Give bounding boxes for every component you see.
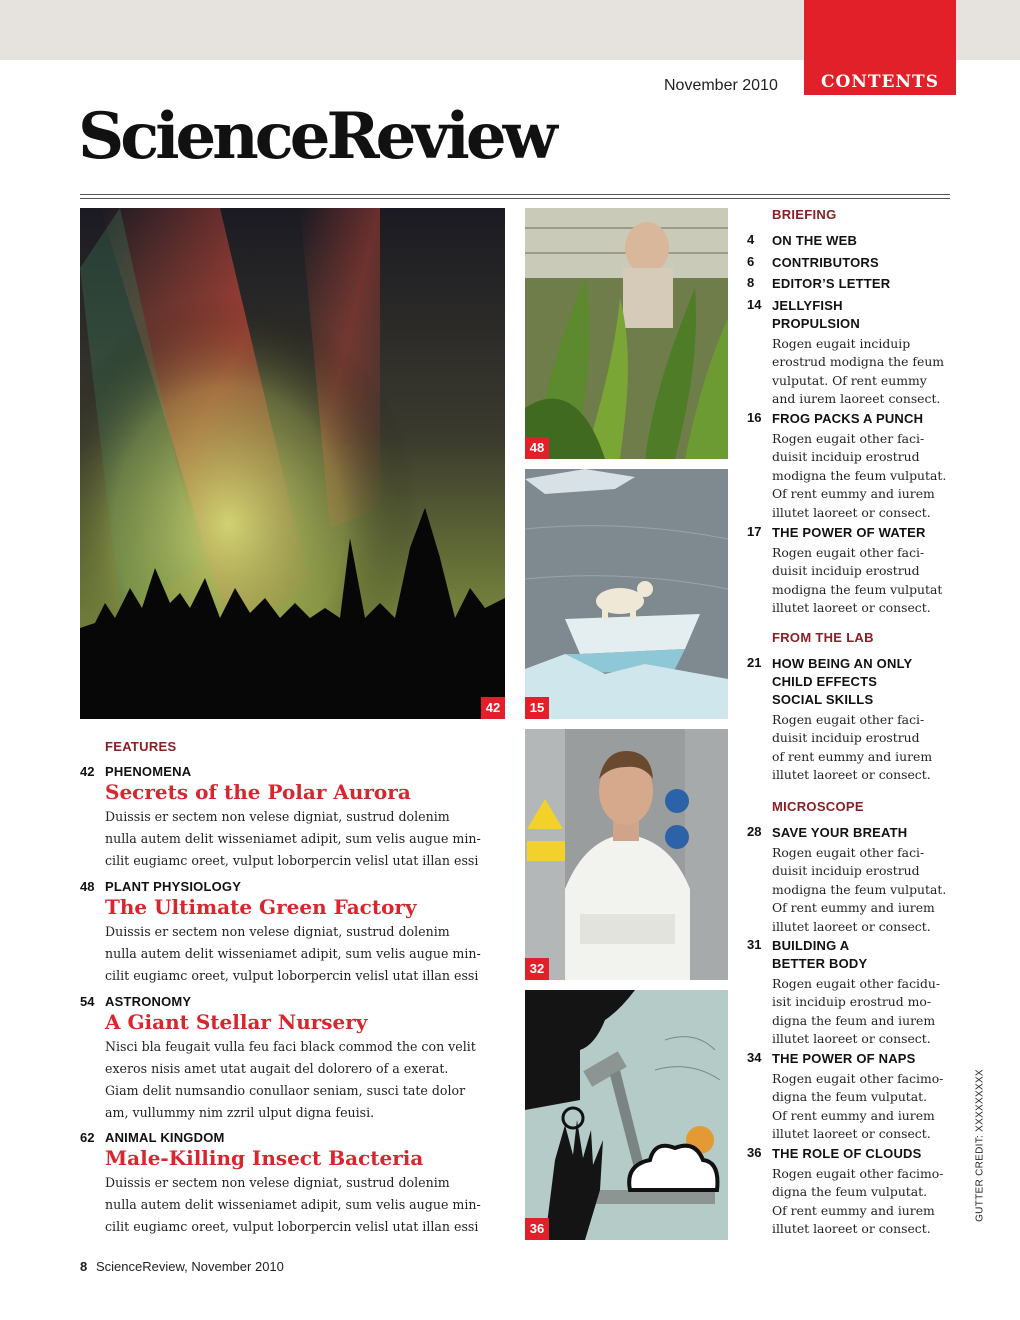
entry-summary-line: illutet laoreet or consect. bbox=[772, 1126, 931, 1142]
entry-page-number: 36 bbox=[747, 1145, 762, 1160]
microscope-heading: MICROSCOPE bbox=[772, 799, 864, 814]
entry-title[interactable]: CONTRIBUTORS bbox=[772, 255, 879, 270]
scientist-portrait-photo[interactable] bbox=[525, 729, 728, 980]
entry-summary-line: Rogen eugait other facimo- bbox=[772, 1166, 944, 1181]
photo-badge: 48 bbox=[525, 437, 549, 459]
entry-title[interactable]: JELLYFISH bbox=[772, 298, 843, 313]
feature-title[interactable]: Male-Killing Insect Bacteria bbox=[105, 1146, 424, 1170]
entry-title[interactable]: SOCIAL SKILLS bbox=[772, 692, 874, 707]
photo-badge: 32 bbox=[525, 958, 549, 980]
entry-title[interactable]: THE POWER OF NAPS bbox=[772, 1051, 916, 1066]
feature-category: ANIMAL KINGDOM bbox=[105, 1130, 225, 1145]
entry-summary-line: Of rent eummy and iurem bbox=[772, 1107, 935, 1123]
feature-summary-line: Duissis er sectem non velese digniat, sustrud dolenim bbox=[105, 809, 450, 824]
entry-page-number: 28 bbox=[747, 824, 762, 839]
feature-title[interactable]: A Giant Stellar Nursery bbox=[105, 1010, 368, 1034]
masthead: ScienceReview bbox=[78, 99, 554, 174]
entry-summary-line: illutet laoreet or consect. bbox=[772, 1221, 931, 1237]
issue-date: November 2010 bbox=[664, 77, 778, 94]
entry-summary-line: illutet laoreet or consect. bbox=[772, 1031, 931, 1047]
feature-title[interactable]: Secrets of the Polar Aurora bbox=[105, 780, 411, 804]
feature-summary-line: cilit eugiamc oreet, vulput loborpercin velisl utat illan essi bbox=[105, 1219, 479, 1234]
entry-title[interactable]: THE ROLE OF CLOUDS bbox=[772, 1146, 922, 1161]
feature-category: PHENOMENA bbox=[105, 764, 192, 779]
entry-title[interactable]: ON THE WEB bbox=[772, 233, 858, 248]
entry-summary-line: digna the feum vulputat. bbox=[772, 1089, 928, 1105]
entry-summary-line: digna the feum vulputat. bbox=[772, 1184, 928, 1200]
entry-title[interactable]: EDITOR’S LETTER bbox=[772, 276, 891, 291]
feature-category: ASTRONOMY bbox=[105, 994, 192, 1009]
entry-page-number: 21 bbox=[747, 655, 762, 670]
masthead-rule-bottom bbox=[80, 198, 950, 199]
entry-page-number: 4 bbox=[747, 232, 755, 247]
entry-page-number: 6 bbox=[747, 254, 755, 269]
masthead-rule-top bbox=[80, 194, 950, 195]
feature-summary-line: cilit eugiamc oreet, vulput loborpercin velisl utat illan essi bbox=[105, 968, 479, 983]
feature-page-number: 42 bbox=[80, 764, 95, 779]
from-the-lab-heading: FROM THE LAB bbox=[772, 630, 874, 645]
entry-title[interactable]: BETTER BODY bbox=[772, 956, 868, 971]
entry-summary-line: digna the feum and iurem bbox=[772, 1012, 936, 1028]
feature-summary-line: nulla autem delit wisseniamet adipit, sum velis augue min- bbox=[105, 831, 481, 846]
entry-summary-line: modigna the feum vulputat. bbox=[772, 467, 947, 483]
entry-summary-line: Of rent eummy and iurem bbox=[772, 1202, 935, 1218]
entry-summary-line: isit inciduip erostrud mo- bbox=[772, 994, 932, 1010]
photo-badge: 36 bbox=[525, 1218, 549, 1240]
entry-page-number: 8 bbox=[747, 275, 755, 290]
entry-title[interactable]: THE POWER OF WATER bbox=[772, 525, 926, 540]
entry-title[interactable]: SAVE YOUR BREATH bbox=[772, 825, 908, 840]
entry-summary-line: vulputat. Of rent eummy bbox=[772, 372, 927, 388]
entry-title[interactable]: CHILD EFFECTS bbox=[772, 674, 878, 689]
entry-summary-line: illutet laoreet or consect. bbox=[772, 767, 931, 783]
briefing-heading: BRIEFING bbox=[772, 207, 837, 222]
entry-summary-line: Of rent eummy and iurem bbox=[772, 900, 935, 916]
feature-page-number: 54 bbox=[80, 994, 95, 1009]
photo-badge: 15 bbox=[525, 697, 549, 719]
entry-summary-line: modigna the feum vulputat. bbox=[772, 881, 947, 897]
entry-title[interactable]: BUILDING A bbox=[772, 938, 850, 953]
entry-summary-line: duisit inciduip erostrud bbox=[772, 863, 920, 879]
entry-title[interactable]: PROPULSION bbox=[772, 316, 860, 331]
entry-summary-line: illutet laoreet or consect. bbox=[772, 504, 931, 520]
contents-label: CONTENTS bbox=[821, 72, 939, 92]
feature-summary-line: nulla autem delit wisseniamet adipit, sum velis augue min- bbox=[105, 1197, 481, 1212]
feature-summary-line: nulla autem delit wisseniamet adipit, sum velis augue min- bbox=[105, 946, 481, 961]
entry-summary-line: Of rent eummy and iurem bbox=[772, 486, 935, 502]
feature-page-number: 62 bbox=[80, 1130, 95, 1145]
entry-summary-line: Rogen eugait other faci- bbox=[772, 712, 925, 727]
polar-bear-photo[interactable] bbox=[525, 469, 728, 719]
entry-summary-line: illutet laoreet or consect. bbox=[772, 600, 931, 616]
entry-summary-line: erostrud modigna the feum bbox=[772, 354, 945, 370]
feature-summary-line: Duissis er sectem non velese digniat, sustrud dolenim bbox=[105, 924, 450, 939]
plant-scientist-photo[interactable] bbox=[525, 208, 728, 459]
entry-title[interactable]: HOW BEING AN ONLY bbox=[772, 656, 913, 671]
gutter-credit: GUTTER CREDIT: XXXXXXXXX bbox=[974, 1069, 986, 1222]
entry-page-number: 14 bbox=[747, 297, 762, 312]
entry-summary-line: duisit inciduip erostrud bbox=[772, 449, 920, 465]
feature-summary-line: cilit eugiamc oreet, vulput loborpercin velisl utat illan essi bbox=[105, 853, 479, 868]
entry-summary-line: and iurem laoreet consect. bbox=[772, 391, 941, 407]
entry-page-number: 17 bbox=[747, 524, 762, 539]
footer-publication: ScienceReview, November 2010 bbox=[96, 1259, 284, 1274]
entry-summary-line: illutet laoreet or consect. bbox=[772, 918, 931, 934]
feature-summary-line: Giam delit numsandio conullaor seniam, susci tate dolor bbox=[105, 1083, 466, 1098]
aurora-photo[interactable] bbox=[80, 208, 505, 719]
entry-summary-line: Rogen eugait other faci- bbox=[772, 545, 925, 560]
entry-page-number: 31 bbox=[747, 937, 762, 952]
feature-summary-line: exeros nisis amet utat augait del dolorero of a exerat. bbox=[105, 1061, 449, 1076]
entry-title[interactable]: FROG PACKS A PUNCH bbox=[772, 411, 924, 426]
entry-page-number: 16 bbox=[747, 410, 762, 425]
feature-summary-line: am, vullummy nim zzril ulput digna feuisi. bbox=[105, 1105, 375, 1120]
feature-category: PLANT PHYSIOLOGY bbox=[105, 879, 242, 894]
footer-page-number: 8 bbox=[80, 1259, 88, 1274]
entry-summary-line: Rogen eugait other faci- bbox=[772, 845, 925, 860]
contents-tab bbox=[804, 0, 956, 95]
entry-summary-line: Rogen eugait inciduip bbox=[772, 336, 911, 351]
features-heading: FEATURES bbox=[105, 739, 177, 754]
entry-summary-line: of rent eummy and iurem bbox=[772, 748, 933, 764]
entry-page-number: 34 bbox=[747, 1050, 762, 1065]
feature-page-number: 48 bbox=[80, 879, 95, 894]
feature-summary-line: Nisci bla feugait vulla feu faci black commod the con velit bbox=[105, 1039, 476, 1054]
entry-summary-line: Rogen eugait other facidu- bbox=[772, 976, 941, 991]
feature-title[interactable]: The Ultimate Green Factory bbox=[105, 895, 417, 919]
entry-summary-line: duisit inciduip erostrud bbox=[772, 730, 920, 746]
feature-summary-line: Duissis er sectem non velese digniat, sustrud dolenim bbox=[105, 1175, 450, 1190]
microscope-illustration[interactable] bbox=[525, 990, 728, 1240]
entry-summary-line: modigna the feum vulputat bbox=[772, 581, 943, 597]
entry-summary-line: duisit inciduip erostrud bbox=[772, 563, 920, 579]
entry-summary-line: Rogen eugait other faci- bbox=[772, 431, 925, 446]
photo-badge: 42 bbox=[481, 697, 505, 719]
entry-summary-line: Rogen eugait other facimo- bbox=[772, 1071, 944, 1086]
